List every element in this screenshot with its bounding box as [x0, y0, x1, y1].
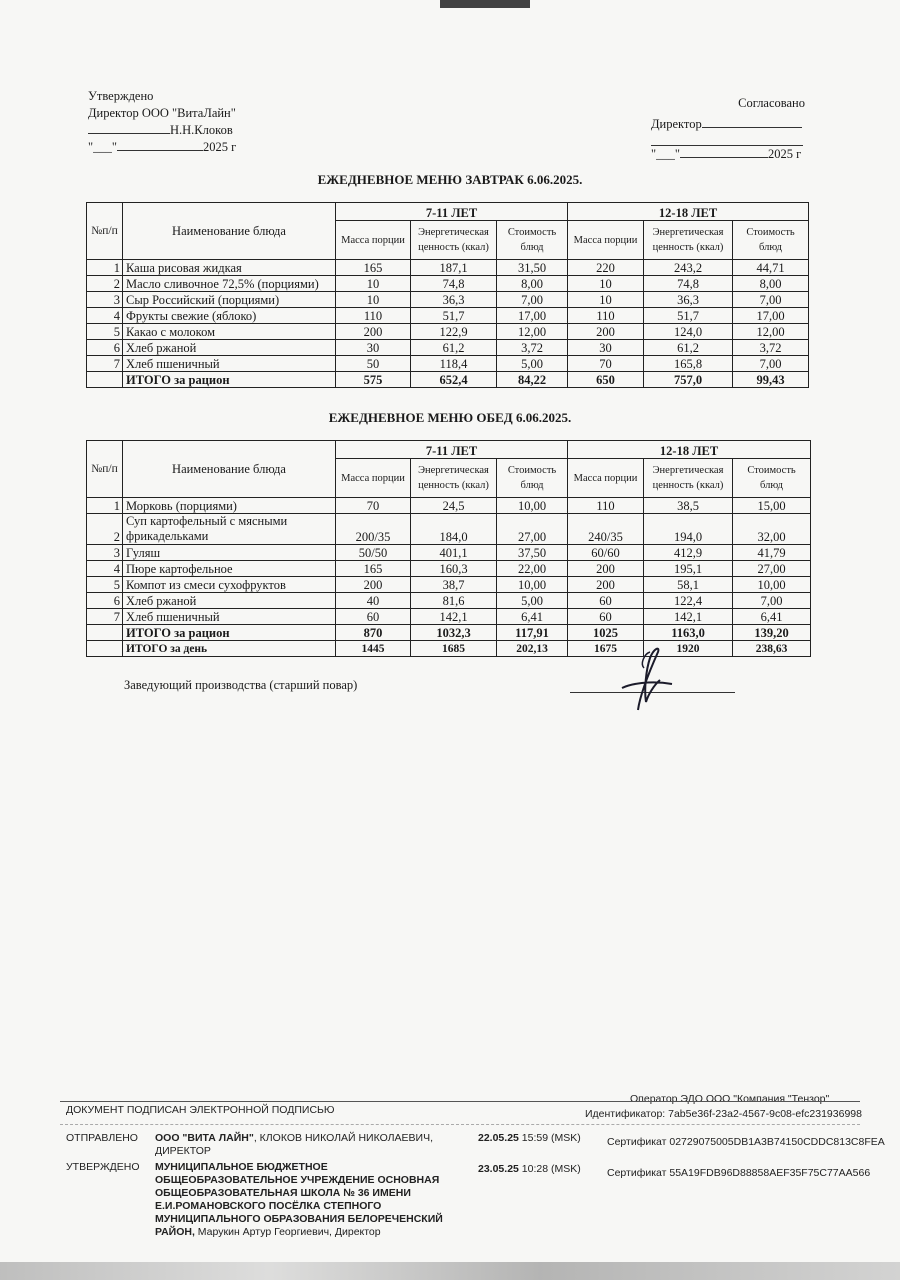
mass-12-18: 200: [568, 577, 644, 593]
lunch-table: [86, 440, 811, 657]
mass-12-18: 60: [568, 609, 644, 625]
energy-7-11: 401,1: [411, 545, 497, 561]
edo-approved-datetime: 23.05.25 10:28 (MSK): [478, 1163, 581, 1175]
dish-name: Хлеб пшеничный: [123, 356, 336, 372]
energy-12-18: 74,8: [644, 276, 733, 292]
total-cost-2: 139,20: [733, 625, 811, 641]
edo-sent-person: , КЛОКОВ НИКОЛАЙ НИКОЛАЕВИЧ,: [253, 1132, 434, 1144]
energy-7-11: 160,3: [411, 561, 497, 577]
row-number: 2: [87, 514, 123, 545]
cost-7-11: 27,00: [497, 514, 568, 545]
day-total-energy-2: 1920: [644, 641, 733, 657]
cost-7-11: 10,00: [497, 577, 568, 593]
energy-7-11: 36,3: [411, 292, 497, 308]
energy-7-11: 118,4: [411, 356, 497, 372]
table-row: [87, 498, 811, 514]
mass-12-18: 110: [568, 308, 644, 324]
total-energy-2: 757,0: [644, 372, 733, 388]
scan-artifact: [0, 1262, 900, 1280]
energy-7-11: 24,5: [411, 498, 497, 514]
edo-divider: [60, 1124, 860, 1125]
group-12-18-header: 12-18 ЛЕТ: [568, 441, 811, 459]
col-num-header: №п/п: [87, 441, 123, 498]
col-name-header: Наименование блюда: [123, 203, 336, 260]
mass-7-11: 165: [336, 260, 411, 276]
mass-12-18: 240/35: [568, 514, 644, 545]
energy-12-18: 165,8: [644, 356, 733, 372]
approved-signature-line: Н.Н.Клоков: [88, 122, 348, 139]
cost-7-11: 10,00: [497, 498, 568, 514]
agreed-block: [651, 95, 811, 163]
sub-mass-header: Масса порции: [336, 459, 411, 498]
edo-sent-label: ОТПРАВЛЕНО: [66, 1132, 138, 1144]
cost-12-18: 7,00: [733, 356, 809, 372]
sub-cost-header: Стоимость блюд: [733, 459, 811, 498]
mass-12-18: 70: [568, 356, 644, 372]
cost-12-18: 3,72: [733, 340, 809, 356]
energy-12-18: 142,1: [644, 609, 733, 625]
day-total-cost-1: 202,13: [497, 641, 568, 657]
energy-12-18: 122,4: [644, 593, 733, 609]
cost-12-18: 41,79: [733, 545, 811, 561]
dish-name: Морковь (порциями): [123, 498, 336, 514]
lunch-total-row: [87, 625, 811, 641]
table-row: [87, 356, 809, 372]
energy-7-11: 74,8: [411, 276, 497, 292]
edo-sent-cert: Сертификат 02729075005DB1A3B74150CDDC813C8FEA: [607, 1136, 885, 1148]
mass-7-11: 10: [336, 276, 411, 292]
total-energy-2: 1163,0: [644, 625, 733, 641]
agreed-label: Согласовано: [738, 96, 805, 110]
row-number: 2: [87, 276, 123, 292]
total-mass-2: 1025: [568, 625, 644, 641]
breakfast-total-row: [87, 372, 809, 388]
day-total-label: ИТОГО за день: [123, 641, 336, 657]
edo-identifier: Идентификатор: 7ab5e36f-23a2-4567-9c08-efc231936998: [585, 1108, 862, 1120]
edo-approved-label: УТВЕРЖДЕНО: [66, 1161, 140, 1173]
energy-7-11: 184,0: [411, 514, 497, 545]
sub-mass-header: Масса порции: [336, 221, 411, 260]
cost-12-18: 7,00: [733, 593, 811, 609]
energy-12-18: 58,1: [644, 577, 733, 593]
edo-sent-role: ДИРЕКТОР: [155, 1145, 211, 1157]
cost-7-11: 3,72: [497, 340, 568, 356]
sub-cost-header: Стоимость блюд: [497, 221, 568, 260]
table-row: [87, 324, 809, 340]
cost-12-18: 15,00: [733, 498, 811, 514]
mass-12-18: 110: [568, 498, 644, 514]
cost-12-18: 6,41: [733, 609, 811, 625]
edo-signed-label: ДОКУМЕНТ ПОДПИСАН ЭЛЕКТРОННОЙ ПОДПИСЬЮ: [66, 1104, 335, 1116]
row-number: 5: [87, 577, 123, 593]
edo-sent-party: [155, 1132, 455, 1158]
edo-sent-datetime: 22.05.25 15:59 (MSK): [478, 1132, 581, 1144]
energy-7-11: 187,1: [411, 260, 497, 276]
cost-12-18: 12,00: [733, 324, 809, 340]
energy-12-18: 61,2: [644, 340, 733, 356]
dish-name: Хлеб пшеничный: [123, 609, 336, 625]
edo-approved-person: Марукин Артур Георгиевич, Директор: [194, 1226, 381, 1238]
cell: [87, 372, 123, 388]
dish-name: Хлеб ржаной: [123, 340, 336, 356]
col-name-header: Наименование блюда: [123, 441, 336, 498]
mass-12-18: 200: [568, 561, 644, 577]
sub-energy-header: Энергетическая ценность (ккал): [411, 459, 497, 498]
table-row: [87, 577, 811, 593]
cell: [87, 625, 123, 641]
total-mass-1: 870: [336, 625, 411, 641]
cost-7-11: 8,00: [497, 276, 568, 292]
row-number: 4: [87, 308, 123, 324]
energy-12-18: 124,0: [644, 324, 733, 340]
mass-12-18: 10: [568, 292, 644, 308]
total-cost-2: 99,43: [733, 372, 809, 388]
row-number: 3: [87, 545, 123, 561]
mass-12-18: 60: [568, 593, 644, 609]
cost-12-18: 44,71: [733, 260, 809, 276]
mass-7-11: 10: [336, 292, 411, 308]
row-number: 3: [87, 292, 123, 308]
table-row: [87, 514, 811, 545]
energy-7-11: 38,7: [411, 577, 497, 593]
dish-name: Хлеб ржаной: [123, 593, 336, 609]
total-cost-1: 117,91: [497, 625, 568, 641]
mass-7-11: 110: [336, 308, 411, 324]
scan-artifact: [440, 0, 530, 8]
edo-approved-party: [155, 1161, 460, 1239]
cost-7-11: 37,50: [497, 545, 568, 561]
cost-12-18: 7,00: [733, 292, 809, 308]
sub-energy-header: Энергетическая ценность (ккал): [644, 459, 733, 498]
mass-7-11: 40: [336, 593, 411, 609]
cost-12-18: 32,00: [733, 514, 811, 545]
col-num-header: №п/п: [87, 203, 123, 260]
sub-cost-header: Стоимость блюд: [497, 459, 568, 498]
mass-7-11: 50: [336, 356, 411, 372]
edo-approved-cert: Сертификат 55A19FDB96D88858AEF35F75C77AA566: [607, 1167, 871, 1179]
total-label: ИТОГО за рацион: [123, 372, 336, 388]
mass-12-18: 200: [568, 324, 644, 340]
dish-name: Сыр Российский (порциями): [123, 292, 336, 308]
mass-7-11: 60: [336, 609, 411, 625]
energy-7-11: 142,1: [411, 609, 497, 625]
cost-7-11: 31,50: [497, 260, 568, 276]
cost-7-11: 17,00: [497, 308, 568, 324]
day-total-row: [87, 641, 811, 657]
total-label: ИТОГО за рацион: [123, 625, 336, 641]
cost-12-18: 17,00: [733, 308, 809, 324]
table-row: [87, 561, 811, 577]
production-head-label: Заведующий производства (старший повар): [124, 678, 358, 692]
energy-12-18: 412,9: [644, 545, 733, 561]
dish-name: Пюре картофельное: [123, 561, 336, 577]
table-row: [87, 609, 811, 625]
table-row: [87, 593, 811, 609]
mass-12-18: 220: [568, 260, 644, 276]
mass-7-11: 70: [336, 498, 411, 514]
day-total-cost-2: 238,63: [733, 641, 811, 657]
dish-name: Компот из смеси сухофруктов: [123, 577, 336, 593]
breakfast-table: [86, 202, 809, 388]
row-number: 7: [87, 609, 123, 625]
energy-12-18: 36,3: [644, 292, 733, 308]
row-number: 6: [87, 593, 123, 609]
table-row: [87, 276, 809, 292]
group-12-18-header: 12-18 ЛЕТ: [568, 203, 809, 221]
dish-name: Гуляш: [123, 545, 336, 561]
cost-7-11: 5,00: [497, 593, 568, 609]
energy-12-18: 243,2: [644, 260, 733, 276]
table-row: [87, 308, 809, 324]
approved-director: Директор ООО "ВитаЛайн": [88, 106, 236, 120]
row-number: 6: [87, 340, 123, 356]
row-number: 1: [87, 260, 123, 276]
handwritten-signature: [600, 640, 690, 720]
energy-7-11: 122,9: [411, 324, 497, 340]
table-row: [87, 545, 811, 561]
edo-operator: Оператор ЭДО ООО "Компания "Тензор": [630, 1093, 830, 1105]
row-number: 5: [87, 324, 123, 340]
total-energy-1: 652,4: [411, 372, 497, 388]
energy-7-11: 51,7: [411, 308, 497, 324]
mass-12-18: 30: [568, 340, 644, 356]
day-total-mass-1: 1445: [336, 641, 411, 657]
total-energy-1: 1032,3: [411, 625, 497, 641]
table-row: [87, 260, 809, 276]
breakfast-title: ЕЖЕДНЕВНОЕ МЕНЮ ЗАВТРАК 6.06.2025.: [317, 172, 583, 187]
cost-12-18: 10,00: [733, 577, 811, 593]
edo-approved-org: МУНИЦИПАЛЬНОЕ БЮДЖЕТНОЕ ОБЩЕОБРАЗОВАТЕЛЬНОЕ УЧРЕЖДЕНИЕ ОСНОВНАЯ ОБЩЕОБРАЗОВАТЕЛЬНАЯ ШКОЛА № 36 ИМЕНИ Е.И.РОМАНОВСКОГО ПОСЁЛКА СТЕПНОГО МУНИЦИПАЛЬНОГО ОБРАЗОВАНИЯ БЕЛОРЕЧЕНСКИЙ РАЙОН,: [155, 1161, 443, 1238]
day-total-energy-1: 1685: [411, 641, 497, 657]
agreed-blank-line: [651, 133, 803, 146]
agreed-director: Директор: [651, 116, 811, 133]
mass-7-11: 30: [336, 340, 411, 356]
dish-name: Фрукты свежие (яблоко): [123, 308, 336, 324]
group-7-11-header: 7-11 ЛЕТ: [336, 441, 568, 459]
approved-label: Утверждено: [88, 89, 154, 103]
mass-7-11: 200: [336, 324, 411, 340]
mass-12-18: 60/60: [568, 545, 644, 561]
mass-7-11: 165: [336, 561, 411, 577]
sub-mass-header: Масса порции: [568, 459, 644, 498]
cost-7-11: 12,00: [497, 324, 568, 340]
table-row: [87, 340, 809, 356]
dish-name: Какао с молоком: [123, 324, 336, 340]
agreed-date-line: "___" 2025 г: [651, 147, 802, 161]
energy-12-18: 195,1: [644, 561, 733, 577]
lunch-title: ЕЖЕДНЕВНОЕ МЕНЮ ОБЕД 6.06.2025.: [328, 410, 572, 425]
sub-cost-header: Стоимость блюд: [733, 221, 809, 260]
mass-7-11: 200/35: [336, 514, 411, 545]
energy-7-11: 61,2: [411, 340, 497, 356]
energy-12-18: 38,5: [644, 498, 733, 514]
edo-divider: [60, 1101, 860, 1102]
mass-7-11: 200: [336, 577, 411, 593]
sub-mass-header: Масса порции: [568, 221, 644, 260]
total-mass-1: 575: [336, 372, 411, 388]
cost-12-18: 8,00: [733, 276, 809, 292]
row-number: 4: [87, 561, 123, 577]
approved-date-line: "___" 2025 г: [88, 140, 237, 154]
row-number: 7: [87, 356, 123, 372]
group-7-11-header: 7-11 ЛЕТ: [336, 203, 568, 221]
energy-12-18: 194,0: [644, 514, 733, 545]
energy-7-11: 81,6: [411, 593, 497, 609]
cost-7-11: 5,00: [497, 356, 568, 372]
row-number: 1: [87, 498, 123, 514]
cost-12-18: 27,00: [733, 561, 811, 577]
cell: [87, 641, 123, 657]
day-total-mass-2: 1675: [568, 641, 644, 657]
sub-energy-header: Энергетическая ценность (ккал): [644, 221, 733, 260]
table-row: [87, 292, 809, 308]
total-cost-1: 84,22: [497, 372, 568, 388]
dish-name: Масло сливочное 72,5% (порциями): [123, 276, 336, 292]
energy-12-18: 51,7: [644, 308, 733, 324]
approval-block: [88, 88, 348, 156]
cost-7-11: 7,00: [497, 292, 568, 308]
cost-7-11: 22,00: [497, 561, 568, 577]
total-mass-2: 650: [568, 372, 644, 388]
dish-name: Суп картофельный с мясными фрикадельками: [123, 514, 336, 545]
mass-7-11: 50/50: [336, 545, 411, 561]
cost-7-11: 6,41: [497, 609, 568, 625]
mass-12-18: 10: [568, 276, 644, 292]
edo-sent-org: ООО "ВИТА ЛАЙН": [155, 1132, 254, 1144]
dish-name: Каша рисовая жидкая: [123, 260, 336, 276]
sub-energy-header: Энергетическая ценность (ккал): [411, 221, 497, 260]
